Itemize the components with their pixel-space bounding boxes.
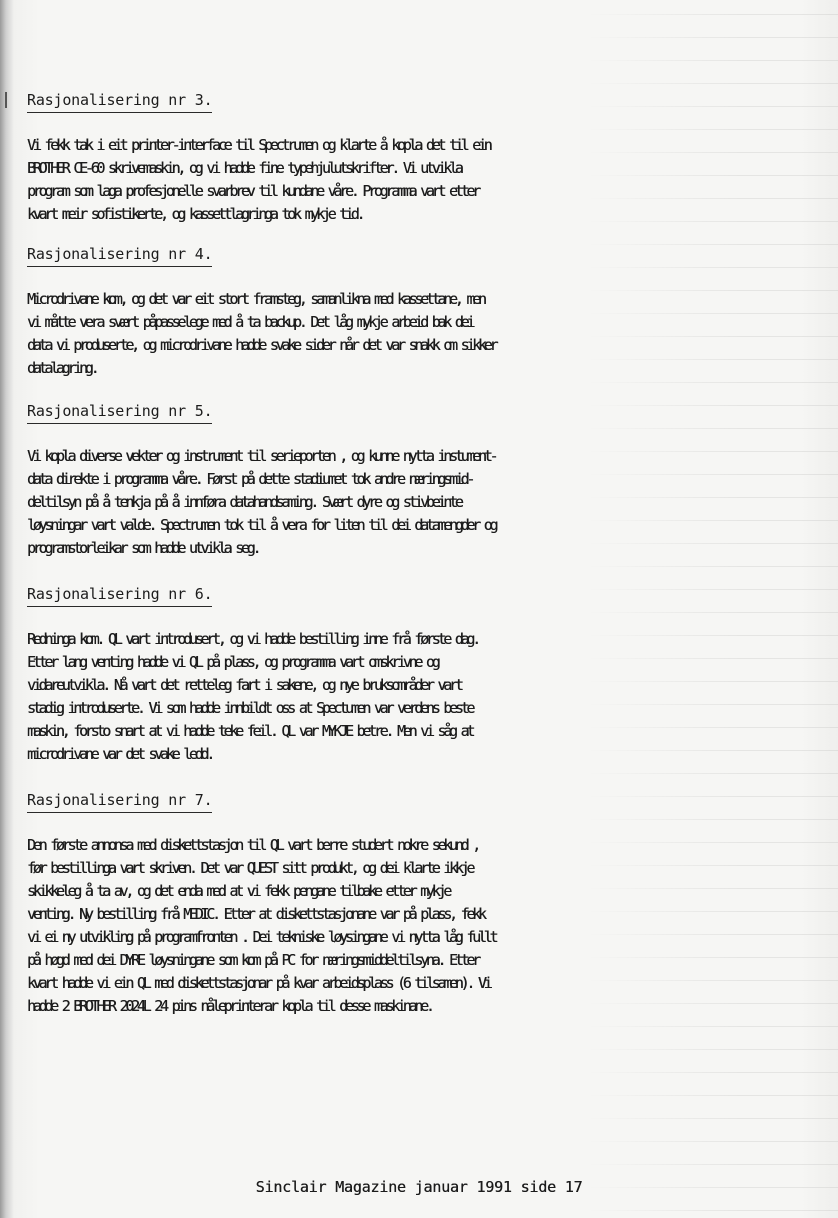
paragraph-line: program som laga profesjonelle svarbrev til kundane våre. Programma vart etter — [27, 182, 478, 200]
paragraph-line: hadde 2 BROTHER 2024L 24 pins nåleprinterar kopla til desse maskinane. — [27, 997, 432, 1015]
paragraph-line: Den første annonsa med diskettstasjon til QL vart berre studert nokre sekund , — [27, 836, 478, 854]
paragraph-line: vi ei ny utvikling på programfronten . Dei tekniske løysingane vi nytta låg fullt — [27, 928, 496, 946]
paragraph-line: vidareutvikla. Nå vart det retteleg fart i sakene, og nye bruksområder vart — [27, 676, 461, 694]
paragraph-line: data direkte i programma våre. Først på dette stadiumet tok andre næringsmid- — [27, 470, 473, 488]
section-rasjonalisering-7 — [27, 788, 827, 1018]
page-footer: Sinclair Magazine januar 1991 side 17 — [255, 1178, 583, 1196]
section-rasjonalisering-3 — [27, 88, 827, 226]
paragraph-line: stadig introduserte. Vi som hadde innbildt oss at Spectumen var verdens beste — [27, 699, 473, 717]
paragraph-line: deltilsyn på å tenkja på å innføra datahandsaming. Svært dyre og stivbeinte — [27, 493, 461, 511]
paragraph-line: Vi fekk tak i eit printer-interface til Spectrumen og klarte å kopla det til ein — [27, 136, 490, 154]
paragraph-line: microdrivane var det svake ledd. — [27, 745, 212, 763]
section-rasjonalisering-4 — [27, 242, 827, 380]
paragraph-line: før bestillinga vart skriven. Det var QUEST sitt produkt, og dei klarte ikkje — [27, 859, 473, 877]
section-heading: Rasjonalisering nr 5. — [27, 399, 212, 424]
binding-edge-mark — [5, 92, 7, 108]
paragraph-line: venting. Ny bestilling frå MEDIC. Etter at diskettstasjonane var på plass, fekk — [27, 905, 484, 923]
paragraph-line: Redninga kom. QL vart introdusert, og vi hadde bestilling inne frå første dag. — [27, 630, 478, 648]
paragraph-line: løysningar vart valde. Spectrumen tok til å vera for liten til dei datamengder og — [27, 516, 496, 534]
paragraph-line: datalagring. — [27, 359, 97, 377]
paragraph-line: på høgd med dei DYRE løysningane som kom på PC for næringsmiddeltilsyna. Etter — [27, 951, 478, 969]
paragraph-line: Vi kopla diverse vekter og instrument til serieporten , og kunne nytta instument- — [27, 447, 496, 465]
section-heading: Rasjonalisering nr 7. — [27, 788, 212, 813]
section-rasjonalisering-6 — [27, 582, 827, 766]
paragraph-line: maskin, forsto snart at vi hadde teke feil. QL var MYKJE betre. Men vi såg at — [27, 722, 473, 740]
section-heading: Rasjonalisering nr 4. — [27, 242, 212, 267]
paragraph-line: vi måtte vera svært påpasselege med å ta backup. Det låg mykje arbeid bak dei — [27, 313, 473, 331]
paragraph-line: BROTHER CE-60 skrivemaskin, og vi hadde fine typehjulutskrifter. Vi utvikla — [27, 159, 461, 177]
paragraph-line: kvart meir sofistikerte, og kassettlagringa tok mykje tid. — [27, 205, 363, 223]
paragraph-line: Etter lang venting hadde vi QL på plass, og programma vart omskrivne og — [27, 653, 438, 671]
paragraph-line: kvart hadde vi ein QL med diskettstasjonar på kvar arbeidsplass (6 tilsamen). Vi — [27, 974, 490, 992]
paragraph-line: skikkeleg å ta av, og det enda med at vi fekk pengane tilbake etter mykje — [27, 882, 449, 900]
paragraph-line: data vi produserte, og microdrivane hadde svake sider når det var snakk om sikker — [27, 336, 496, 354]
section-heading: Rasjonalisering nr 6. — [27, 582, 212, 607]
paragraph-line: Microdrivane kom, og det var eit stort framsteg, samanlikna med kassettane, men — [27, 290, 484, 308]
section-heading: Rasjonalisering nr 3. — [27, 88, 212, 113]
paragraph-line: programstorleikar som hadde utvikla seg. — [27, 539, 259, 557]
article-body — [27, 88, 827, 1018]
section-rasjonalisering-5 — [27, 399, 827, 560]
